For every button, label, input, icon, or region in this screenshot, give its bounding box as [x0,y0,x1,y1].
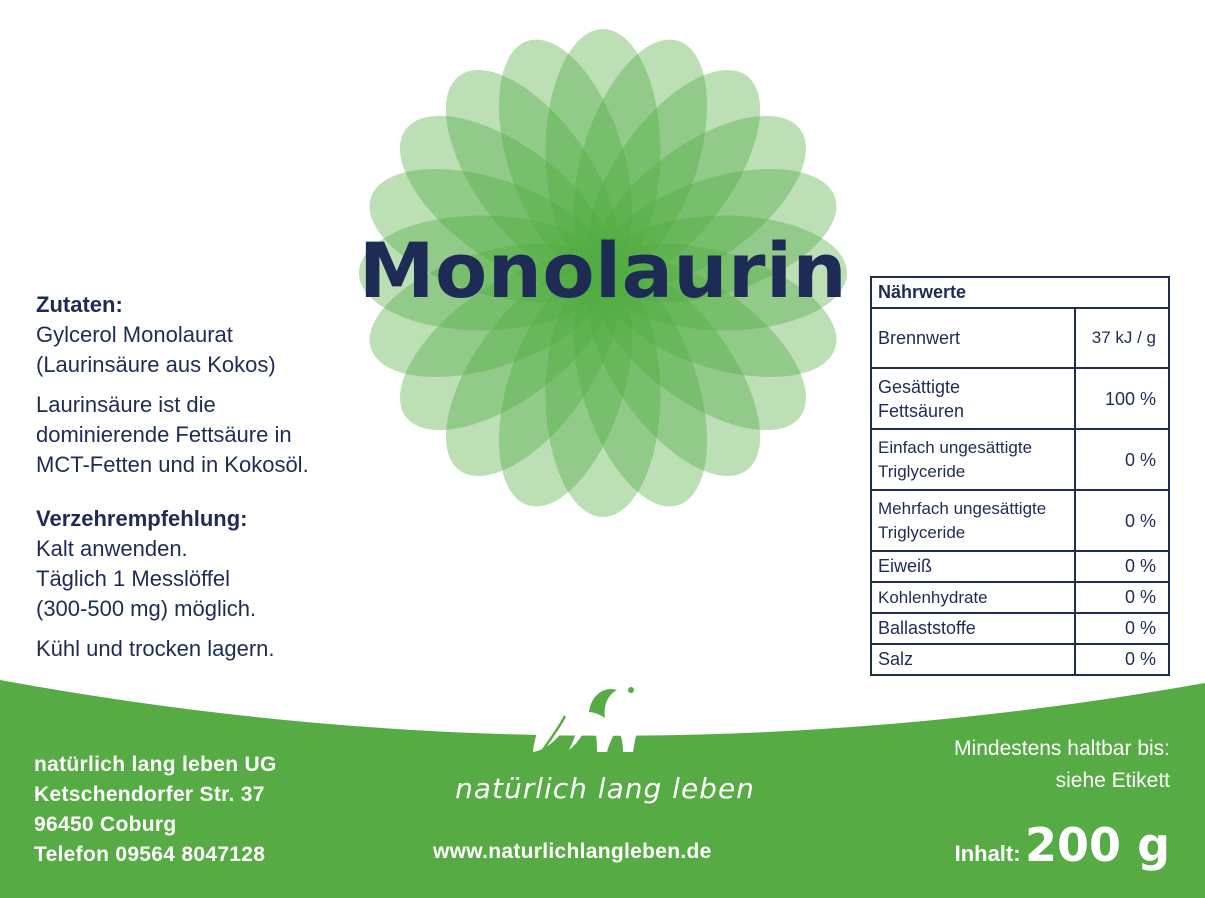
recommendation-heading: Verzehrempfehlung: [36,506,248,531]
company-street: Ketschendorfer Str. 37 [34,783,265,806]
nutrition-value: 0 % [1075,490,1169,551]
nutrition-value: 100 % [1075,368,1169,429]
best-before-label: Mindestens haltbar bis: [954,737,1170,760]
ingredients-description: Laurinsäure ist die [36,392,216,417]
recommendation-line: Täglich 1 Messlöffel [36,566,231,591]
storage-note: Kühl und trocken lagern. [36,636,275,661]
nutrition-label-2: Triglyceride [878,461,966,481]
nutrition-row [871,490,1169,551]
nutrition-row [871,429,1169,490]
company-phone: Telefon 09564 8047128 [34,843,266,866]
nutrition-row [871,644,1169,675]
content-value: 200 g [1025,818,1170,872]
nutrition-label: Eiweiß [871,551,1075,582]
ingredients-heading: Zutaten: [36,292,123,317]
nutrition-label-2: Triglyceride [878,522,966,542]
brand-tagline: natürlich lang leben [455,772,755,805]
company-address [34,750,277,870]
company-name: natürlich lang leben UG [34,753,277,776]
content-amount [955,818,1170,872]
nutrition-row [871,613,1169,644]
website-link[interactable]: www.naturlichlangleben.de [433,840,712,863]
nutrition-row [871,368,1169,429]
nutrition-label: Gesättigte [878,376,961,397]
nutrition-row [871,582,1169,613]
nutrition-value: 37 kJ / g [1075,308,1169,368]
product-title: Monolaurin [358,226,848,315]
ingredients-section [36,290,376,664]
best-before [954,733,1170,797]
nutrition-label: Kohlenhydrate [871,582,1075,613]
elephant-leaf-icon [525,662,665,762]
nutrition-value: 0 % [1075,582,1169,613]
nutrition-row [871,308,1169,368]
nutrition-row [871,551,1169,582]
nutrition-value: 0 % [1075,644,1169,675]
company-city: 96450 Coburg [34,813,177,836]
nutrition-header: Nährwerte [871,277,1169,308]
recommendation-line: Kalt anwenden. [36,536,188,561]
nutrition-label: Ballaststoffe [871,613,1075,644]
ingredients-line: (Laurinsäure aus Kokos) [36,352,276,377]
recommendation-line: (300-500 mg) möglich. [36,596,257,621]
nutrition-table [870,276,1170,676]
ingredients-line: Gylcerol Monolaurat [36,322,233,347]
nutrition-label: Mehrfach ungesättigte [878,498,1047,518]
ingredients-description: dominierende Fettsäure in [36,422,292,447]
nutrition-label: Brennwert [871,308,1075,368]
content-label: Inhalt: [954,841,1021,866]
nutrition-label-2: Fettsäuren [878,400,965,421]
nutrition-value: 0 % [1075,613,1169,644]
nutrition-value: 0 % [1075,429,1169,490]
nutrition-label: Einfach ungesättigte [878,437,1033,457]
nutrition-label: Salz [871,644,1075,675]
best-before-value: siehe Etikett [1055,769,1170,792]
ingredients-description: MCT-Fetten und in Kokosöl. [36,452,309,477]
nutrition-value: 0 % [1075,551,1169,582]
